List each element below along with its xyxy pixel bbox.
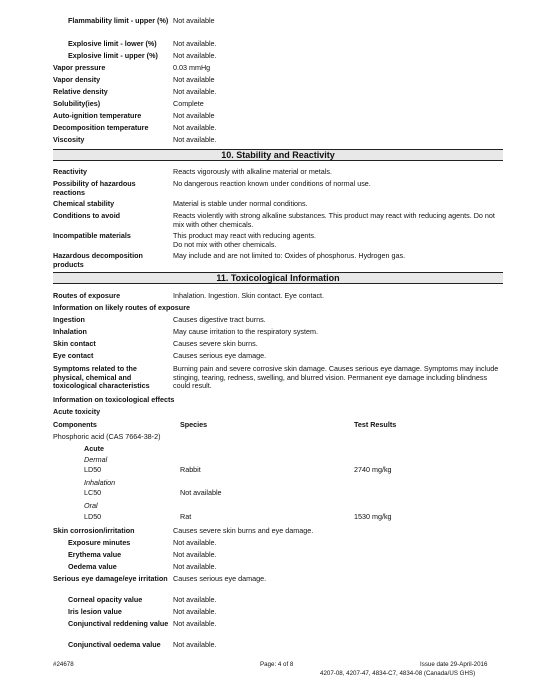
route-label: Skin contact [53, 339, 96, 348]
property-label: Vapor pressure [53, 63, 106, 72]
effect-label: Conjunctival reddening value [68, 619, 169, 628]
stability-item-label: Incompatible materials [53, 231, 131, 240]
property-label: Decomposition temperature [53, 123, 149, 132]
inhalation-species: Not available [180, 488, 222, 497]
dermal-species: Rabbit [180, 465, 201, 474]
stability-item-value: Reacts vigorously with alkaline material or metals. [173, 167, 332, 176]
effect-label: Corneal opacity value [68, 595, 143, 604]
property-value: Not available. [173, 123, 217, 132]
footer-product-codes: 4207-08, 4207-47, 4834-C7, 4834-08 (Canada/US GHS) [320, 670, 476, 677]
property-label: Explosive limit - upper (%) [68, 51, 158, 60]
oral-result: 1530 mg/kg [354, 512, 392, 521]
property-label: Relative density [53, 87, 108, 96]
component-name: Phosphoric acid (CAS 7664-38-2) [53, 432, 161, 441]
effect-label: Skin corrosion/irritation [53, 526, 135, 535]
section-10-title: 10. Stability and Reactivity [221, 150, 335, 160]
symptoms-label: Symptoms related to the physical, chemical and toxicological characteristics [53, 364, 150, 391]
property-value: 0.03 mmHg [173, 63, 211, 72]
route-label: Eye contact [53, 351, 94, 360]
route-value: Causes digestive tract burns. [173, 315, 266, 324]
col-species-header: Species [180, 420, 208, 429]
property-label: Viscosity [53, 135, 85, 144]
stability-item-label: Possibility of hazardous reactions [53, 179, 136, 197]
oral-species: Rat [180, 512, 192, 521]
oral-test-type: LD50 [84, 512, 102, 521]
stability-item-label: Conditions to avoid [53, 211, 121, 220]
effect-label: Iris lesion value [68, 607, 122, 616]
effect-value: Not available. [173, 562, 217, 571]
property-label: Vapor density [53, 75, 101, 84]
stability-item-value: May include and are not limited to: Oxides of phosphorus. Hydrogen gas. [173, 251, 406, 260]
property-value: Not available. [173, 51, 217, 60]
footer-doc-id: #24678 [53, 661, 74, 668]
section-11-title: 11. Toxicological Information [216, 273, 340, 283]
stability-item-label: Reactivity [53, 167, 87, 176]
tox-effects-heading: Information on toxicological effects [53, 395, 175, 404]
effect-value: Not available. [173, 538, 217, 547]
symptoms-value: Burning pain and severe corrosive skin damage. Causes serious eye damage. Symptoms may include stinging, tearing, redness, swelling, and blurred vision. Permanent eye damage including blindness could result. [173, 364, 499, 391]
acute-toxicity-heading: Acute toxicity [53, 407, 101, 416]
effect-label: Exposure minutes [68, 538, 131, 547]
footer-issue-date: Issue date 29-April-2016 [420, 661, 488, 668]
route-value: May cause irritation to the respiratory system. [173, 327, 318, 336]
col-components-header: Components [53, 420, 97, 429]
section-11-header [53, 272, 503, 284]
effect-value: Causes severe skin burns and eye damage. [173, 526, 314, 535]
inhalation-route-label: Inhalation [84, 478, 116, 487]
dermal-route-label: Dermal [84, 455, 108, 464]
effect-label: Conjunctival oedema value [68, 640, 161, 649]
dermal-result: 2740 mg/kg [354, 465, 392, 474]
oral-route-label: Oral [84, 501, 98, 510]
likely-routes-heading: Information on likely routes of exposure [53, 303, 190, 312]
stability-item-label: Hazardous decomposition products [53, 251, 143, 269]
property-value: Complete [173, 99, 204, 108]
property-label: Solubility(ies) [53, 99, 101, 108]
effect-label: Oedema value [68, 562, 117, 571]
routes-of-exposure-label: Routes of exposure [53, 291, 121, 300]
effect-label: Serious eye damage/eye irritation [53, 574, 168, 583]
route-label: Inhalation [53, 327, 87, 336]
route-label: Ingestion [53, 315, 85, 324]
stability-item-label: Chemical stability [53, 199, 115, 208]
effect-label: Erythema value [68, 550, 122, 559]
effect-value: Not available. [173, 550, 217, 559]
effect-value: Not available. [173, 595, 217, 604]
footer-page-number: Page: 4 of 8 [260, 661, 294, 668]
acute-label: Acute [84, 444, 104, 453]
stability-item-value: Reacts violently with strong alkaline substances. This product may react with reducing agents. Do not mix with other chemicals. [173, 211, 495, 229]
route-value: Causes serious eye damage. [173, 351, 267, 360]
section-10-header [53, 149, 503, 161]
property-value: Not available. [173, 87, 217, 96]
effect-value: Not available. [173, 607, 217, 616]
stability-item-value: This product may react with reducing agents. Do not mix with other chemicals. [173, 231, 317, 249]
route-value: Causes severe skin burns. [173, 339, 258, 348]
stability-item-value: No dangerous reaction known under conditions of normal use. [173, 179, 371, 188]
property-value: Not available. [173, 135, 217, 144]
property-value: Not available [173, 16, 215, 25]
inhalation-test-type: LC50 [84, 488, 102, 497]
effect-value: Not available. [173, 640, 217, 649]
dermal-test-type: LD50 [84, 465, 102, 474]
routes-of-exposure-value: Inhalation. Ingestion. Skin contact. Eye contact. [173, 291, 325, 300]
property-value: Not available [173, 111, 215, 120]
col-results-header: Test Results [354, 420, 397, 429]
property-label: Auto-ignition temperature [53, 111, 142, 120]
stability-item-value: Material is stable under normal conditions. [173, 199, 308, 208]
property-label: Flammability limit - upper (%) [68, 16, 169, 25]
effect-value: Causes serious eye damage. [173, 574, 267, 583]
property-value: Not available [173, 75, 215, 84]
property-value: Not available. [173, 39, 217, 48]
effect-value: Not available. [173, 619, 217, 628]
property-label: Explosive limit - lower (%) [68, 39, 157, 48]
